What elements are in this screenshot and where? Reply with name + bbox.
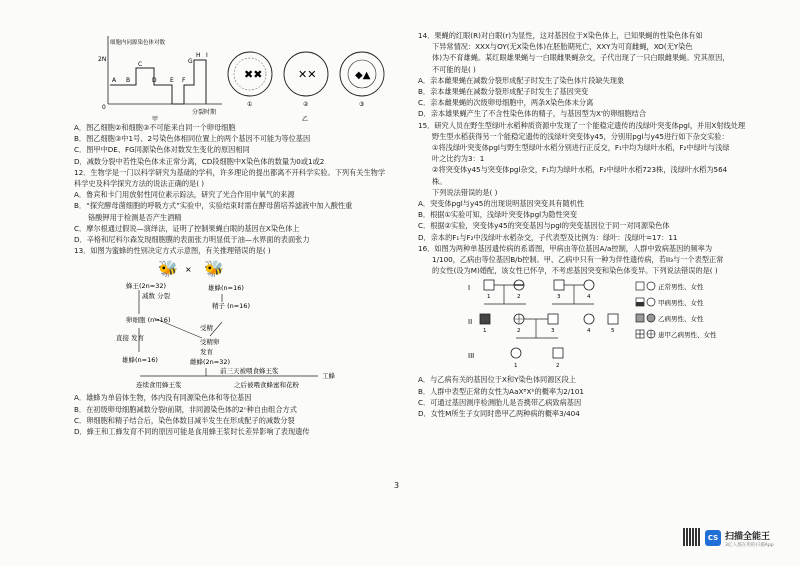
arrow-egg-zygote: [154, 318, 202, 338]
fed-pollen-label: 之后被喂食蜂蜜和花粉: [234, 381, 299, 390]
drone-top-label: 雄蜂(n=16): [208, 284, 244, 293]
gen-label-ii: II: [468, 318, 473, 327]
ped-num-III1: 1: [514, 363, 518, 370]
q13-options: [74, 392, 394, 437]
q16-option-c[interactable]: C．可通过基因测序检测胎儿是否携带乙病致病基因: [418, 397, 582, 407]
q14-option-a[interactable]: A．亲本雌果蝇在减数分裂形成配子时发生了染色体片段缺失现象: [418, 75, 625, 85]
question-15: [418, 120, 748, 243]
ped-num-II3: 3: [551, 328, 555, 335]
seg-label-f: F: [182, 77, 186, 84]
legend-ci-jia: [647, 298, 655, 306]
continuous-jelly-label: 连续食用蜂王浆: [136, 381, 182, 390]
camscanner-logo-icon: CS: [705, 530, 721, 546]
q13-option-c[interactable]: C．卵细胞和精子结合后，染色体数目减半发生在形成配子的减数分裂: [74, 415, 295, 425]
scanner-app-subtitle: 3亿人都在用的扫描App: [725, 543, 774, 548]
cells-yi: [228, 52, 384, 122]
ped-num-I1: 1: [487, 294, 491, 301]
fertilization-label: 受精: [200, 324, 213, 333]
chart-line: [110, 60, 206, 104]
larva-label: 雌蜂(2n=32): [190, 358, 231, 367]
q16-option-a[interactable]: A．与乙病有关的基因位于X和Y染色体同源区段上: [418, 375, 576, 385]
seg-label-a: A: [112, 77, 117, 84]
gen-label-iii: III: [468, 352, 475, 361]
ped-I4: [584, 280, 594, 290]
page-number: 3: [394, 481, 400, 490]
legend-yi: 乙病男性、女性: [658, 315, 704, 324]
ped-III2: [553, 348, 563, 358]
pedigree-legend: [636, 282, 717, 339]
q13-option-d[interactable]: D．蜂王和工蜂发育不同的原因可能是食用蜂王浆时长差异影响了表现遗传: [74, 427, 310, 437]
ped-II5: [608, 314, 618, 324]
ped-num-I3: 3: [557, 294, 561, 301]
q15-stem-4: 叶之比约为3：1: [432, 154, 485, 164]
legend-ci-normal: [647, 282, 655, 290]
q16-option-b[interactable]: B．人群中表型正常的女性为AaXᴮXᵇ的概率为2/101: [418, 386, 584, 396]
q12-stem-1: 12．生物学是一门以科学研究为基础的学科，许多理论的提出都离不开科学实验。下列有关生物学: [74, 167, 386, 177]
q11-options: [74, 122, 394, 167]
legend-ci-yi: [647, 314, 655, 322]
q15-option-d[interactable]: D．亲本的F₁与F₂中浅绿叶水稻杂交，子代表型及比例为：绿叶：浅绿叶=17：11: [418, 232, 678, 242]
right-column: [418, 30, 748, 419]
q13-option-b[interactable]: B．在初级卵母细胞减数分裂I前期，非同源染色体的2ⁿ种自由组合方式: [74, 404, 297, 414]
q15-option-c[interactable]: C．根据②实验，突变体y45的突变基因与pgl的突变基因位于同一对同源染色体: [418, 221, 670, 231]
seg-label-e: E: [170, 77, 174, 84]
seg-label-c: C: [138, 61, 143, 68]
legend-jia: 甲病男性、女性: [658, 299, 704, 308]
q11-option-c[interactable]: C．图甲中DE、FG同源染色体对数发生变化的原因相同: [74, 145, 250, 155]
ped-I3: [554, 280, 564, 290]
left-column: [74, 30, 394, 437]
seg-label-d: D: [152, 77, 157, 84]
y-tick-2n: 2N: [98, 56, 107, 63]
q16-stem-2: 1/100，乙病由等位基因B/b控制。甲、乙病中只有一种为伴性遗传病，若II₃与一个表型正常: [432, 255, 724, 265]
scanner-app-name: 扫描全能王: [725, 532, 771, 542]
chromosomes-1: ✖✖: [244, 68, 263, 81]
q14-stem-1: 14．果蝇的红眼(R)对白眼(r)为显性，这对基因位于X染色体上，已知果蝇的性染色体有如: [418, 31, 703, 40]
cell-num-1: ①: [247, 101, 253, 108]
seg-label-g: G: [188, 58, 193, 65]
q11-option-d[interactable]: D．减数分裂中若性染色体未正常分离，CD段细胞中X染色体的数量为0或1或2: [74, 156, 325, 166]
queen-bee-icon: 🐝: [158, 259, 178, 279]
q14-stem-2: 下异常情况：XXX与OY(无X染色体)在胚胎期死亡，XXY为可育雌蝇，XO(无Y染色: [432, 42, 693, 52]
queen-label: 蜂王(2n=32): [126, 282, 167, 291]
q14-stem-3: 体)为不育雄蝇。某红眼雄果蝇与一白眼雌果蝇杂交，子代出现了一只白眼雌果蝇。究其原因，: [432, 53, 730, 63]
ped-num-II4: 4: [587, 328, 591, 335]
q12-option-a[interactable]: A．鲁宾和卡门用放射性同位素示踪法，研究了光合作用中氧气的来源: [74, 190, 295, 200]
cross-symbol: ×: [185, 265, 192, 275]
q15-option-a[interactable]: A．突变体pgl与y45的出现说明基因突变具有随机性: [418, 199, 585, 209]
scanner-watermark: [683, 528, 798, 560]
question-14: [418, 30, 748, 120]
q14-stem-4: 不可能的是( ): [432, 64, 476, 74]
q16-stem-3: 的女性(设为M)婚配，该女性已怀孕，不考虑基因突变和染色体变异。下列说法错误的是( ): [432, 266, 718, 276]
ped-num-I4: 4: [587, 294, 591, 301]
q15-question: 下列说法错误的是( ): [432, 187, 498, 197]
chromosomes-2: ✕✕: [298, 68, 317, 81]
zygote-label: 受精卵: [200, 338, 220, 347]
legend-both: 患甲乙病男性、女性: [658, 331, 717, 340]
dev-label: 发育: [200, 348, 213, 357]
q11-option-b[interactable]: B．图乙细胞③中1号、2号染色体相同位置上的两个基因不可能为等位基因: [74, 134, 311, 144]
ped-II4: [584, 314, 594, 324]
chart-jia: [98, 36, 222, 122]
bee-diagram: [74, 256, 394, 392]
question-12: [74, 167, 394, 245]
chromosomes-3: ◆▲: [355, 70, 371, 81]
q15-stem-1: 15．研究人员在野生型绿叶水稻种质资源中发现了一个能稳定遗传的浅绿叶突变体pgl，并用X射线处理: [418, 120, 746, 130]
cell-num-3: ③: [359, 101, 365, 108]
ped-num-II2: 2: [517, 328, 521, 335]
q12-option-b[interactable]: B．“探究酵母菌细胞的呼吸方式”实验中，实验结束时需在酵母菌培养滤液中加入酸性重: [74, 201, 353, 211]
ped-num-I2: 2: [517, 294, 521, 301]
drone-bee-icon: 🐝: [204, 259, 224, 279]
ped-I1: [484, 280, 494, 290]
q15-stem-5: ②将突变体y45与突变体pgl杂交，F₁均为绿叶水稻，F₂中绿叶水稻723株，浅绿叶水稻为564: [432, 165, 728, 175]
q14-option-b[interactable]: B．亲本雄果蝇在减数分裂形成配子时发生了基因突变: [418, 87, 589, 97]
ped-num-III2: 2: [556, 363, 560, 370]
q14-option-c[interactable]: C．亲本雌果蝇的次级卵母细胞中，两条X染色体未分离: [418, 98, 594, 108]
ped-num-II5: 5: [611, 328, 615, 335]
legend-sq-yi: [636, 314, 644, 322]
seg-label-i: I: [206, 52, 208, 59]
qr-code-icon: [683, 528, 701, 546]
y-tick-0: 0: [102, 104, 106, 111]
ped-num-II1: 1: [483, 328, 487, 335]
q15-stem-2: 野生型水稻获得另一个能稳定遗传的浅绿叶突变体y45，分别用pgl与y45进行如下杂交实验：: [432, 131, 729, 141]
question-16: [418, 243, 748, 277]
question-13: [74, 245, 394, 256]
caption-jia: 甲: [152, 116, 159, 122]
q13-option-a[interactable]: A．雄蜂为单倍体生物，体内没有同源染色体和等位基因: [74, 393, 252, 403]
q12-option-d[interactable]: D．辛格和尼科尔森发现细胞膜的表面张力明显低于油—水界面的表面张力: [74, 235, 310, 245]
legend-normal: 正常男性、女性: [658, 283, 704, 292]
figure-q11: [74, 30, 394, 122]
q12-option-b-cont: 铬酸钾用于检测是否产生酒精: [88, 212, 182, 222]
egg-label: 卵细胞 (n=16): [126, 316, 171, 325]
q12-option-c[interactable]: C．摩尔根通过假说—演绎法，证明了控制果蝇白眼的基因在X染色体上: [74, 223, 300, 233]
chart-title: 细胞内同源染色体对数: [110, 40, 166, 46]
ped-III1: [511, 348, 521, 358]
q11-option-a[interactable]: A．图乙细胞②和细胞③不可能来自同一个卵母细胞: [74, 123, 236, 132]
legend-sq-jia-fill: [636, 302, 644, 306]
q12-stem-2: 科学史及科学探究方法的说法正确的是( ): [74, 179, 205, 189]
q16-options: [418, 374, 748, 419]
direct-dev-label: 直接 发育: [116, 334, 145, 343]
q15-stem-6: 株。: [432, 176, 447, 186]
jelly-3days-label: 前三天被喂食蜂王浆: [220, 367, 279, 376]
gen-label-i: I: [468, 284, 471, 293]
q15-option-b[interactable]: B．根据①实验可知，浅绿叶突变体pgl为隐性突变: [418, 210, 578, 220]
worker-label: 工蜂: [322, 372, 335, 381]
caption-yi: 乙: [302, 116, 309, 122]
x-axis-label: 分裂时期: [192, 109, 217, 116]
q14-option-d[interactable]: D．亲本雄果蝇产生了不含性染色体的精子，与基因型为X'的卵细胞结合: [418, 109, 647, 119]
q15-stem-3: ①将浅绿叶突变体pgl与野生型绿叶水稻分别进行正反交，F₁中均为绿叶水稻，F₂中绿叶与浅绿: [432, 143, 730, 153]
meiosis-label: 减数 分裂: [142, 292, 171, 301]
cell-num-2: ②: [303, 101, 309, 108]
seg-label-h: H: [196, 52, 201, 59]
drone-bottom-label: 雄蜂(n=16): [122, 356, 158, 365]
q16-option-d[interactable]: D．女性M所生子女同时患甲乙两种病的概率3/404: [418, 409, 580, 419]
q16-stem-1: 16．如图为两种单基因遗传病的系谱图，甲病由等位基因A/a控制，人群中致病基因的频率为: [418, 243, 713, 253]
seg-label-b: B: [126, 77, 131, 84]
q13-stem: 13．如图为蜜蜂的性别决定方式示意图，有关推理错误的是( ): [74, 246, 271, 256]
pedigree-chart: [418, 276, 748, 374]
ped-II1: [480, 314, 490, 324]
ped-II3: [548, 314, 558, 324]
legend-sq-normal: [636, 282, 644, 290]
sperm-label: 精子 (n=16): [212, 302, 250, 311]
